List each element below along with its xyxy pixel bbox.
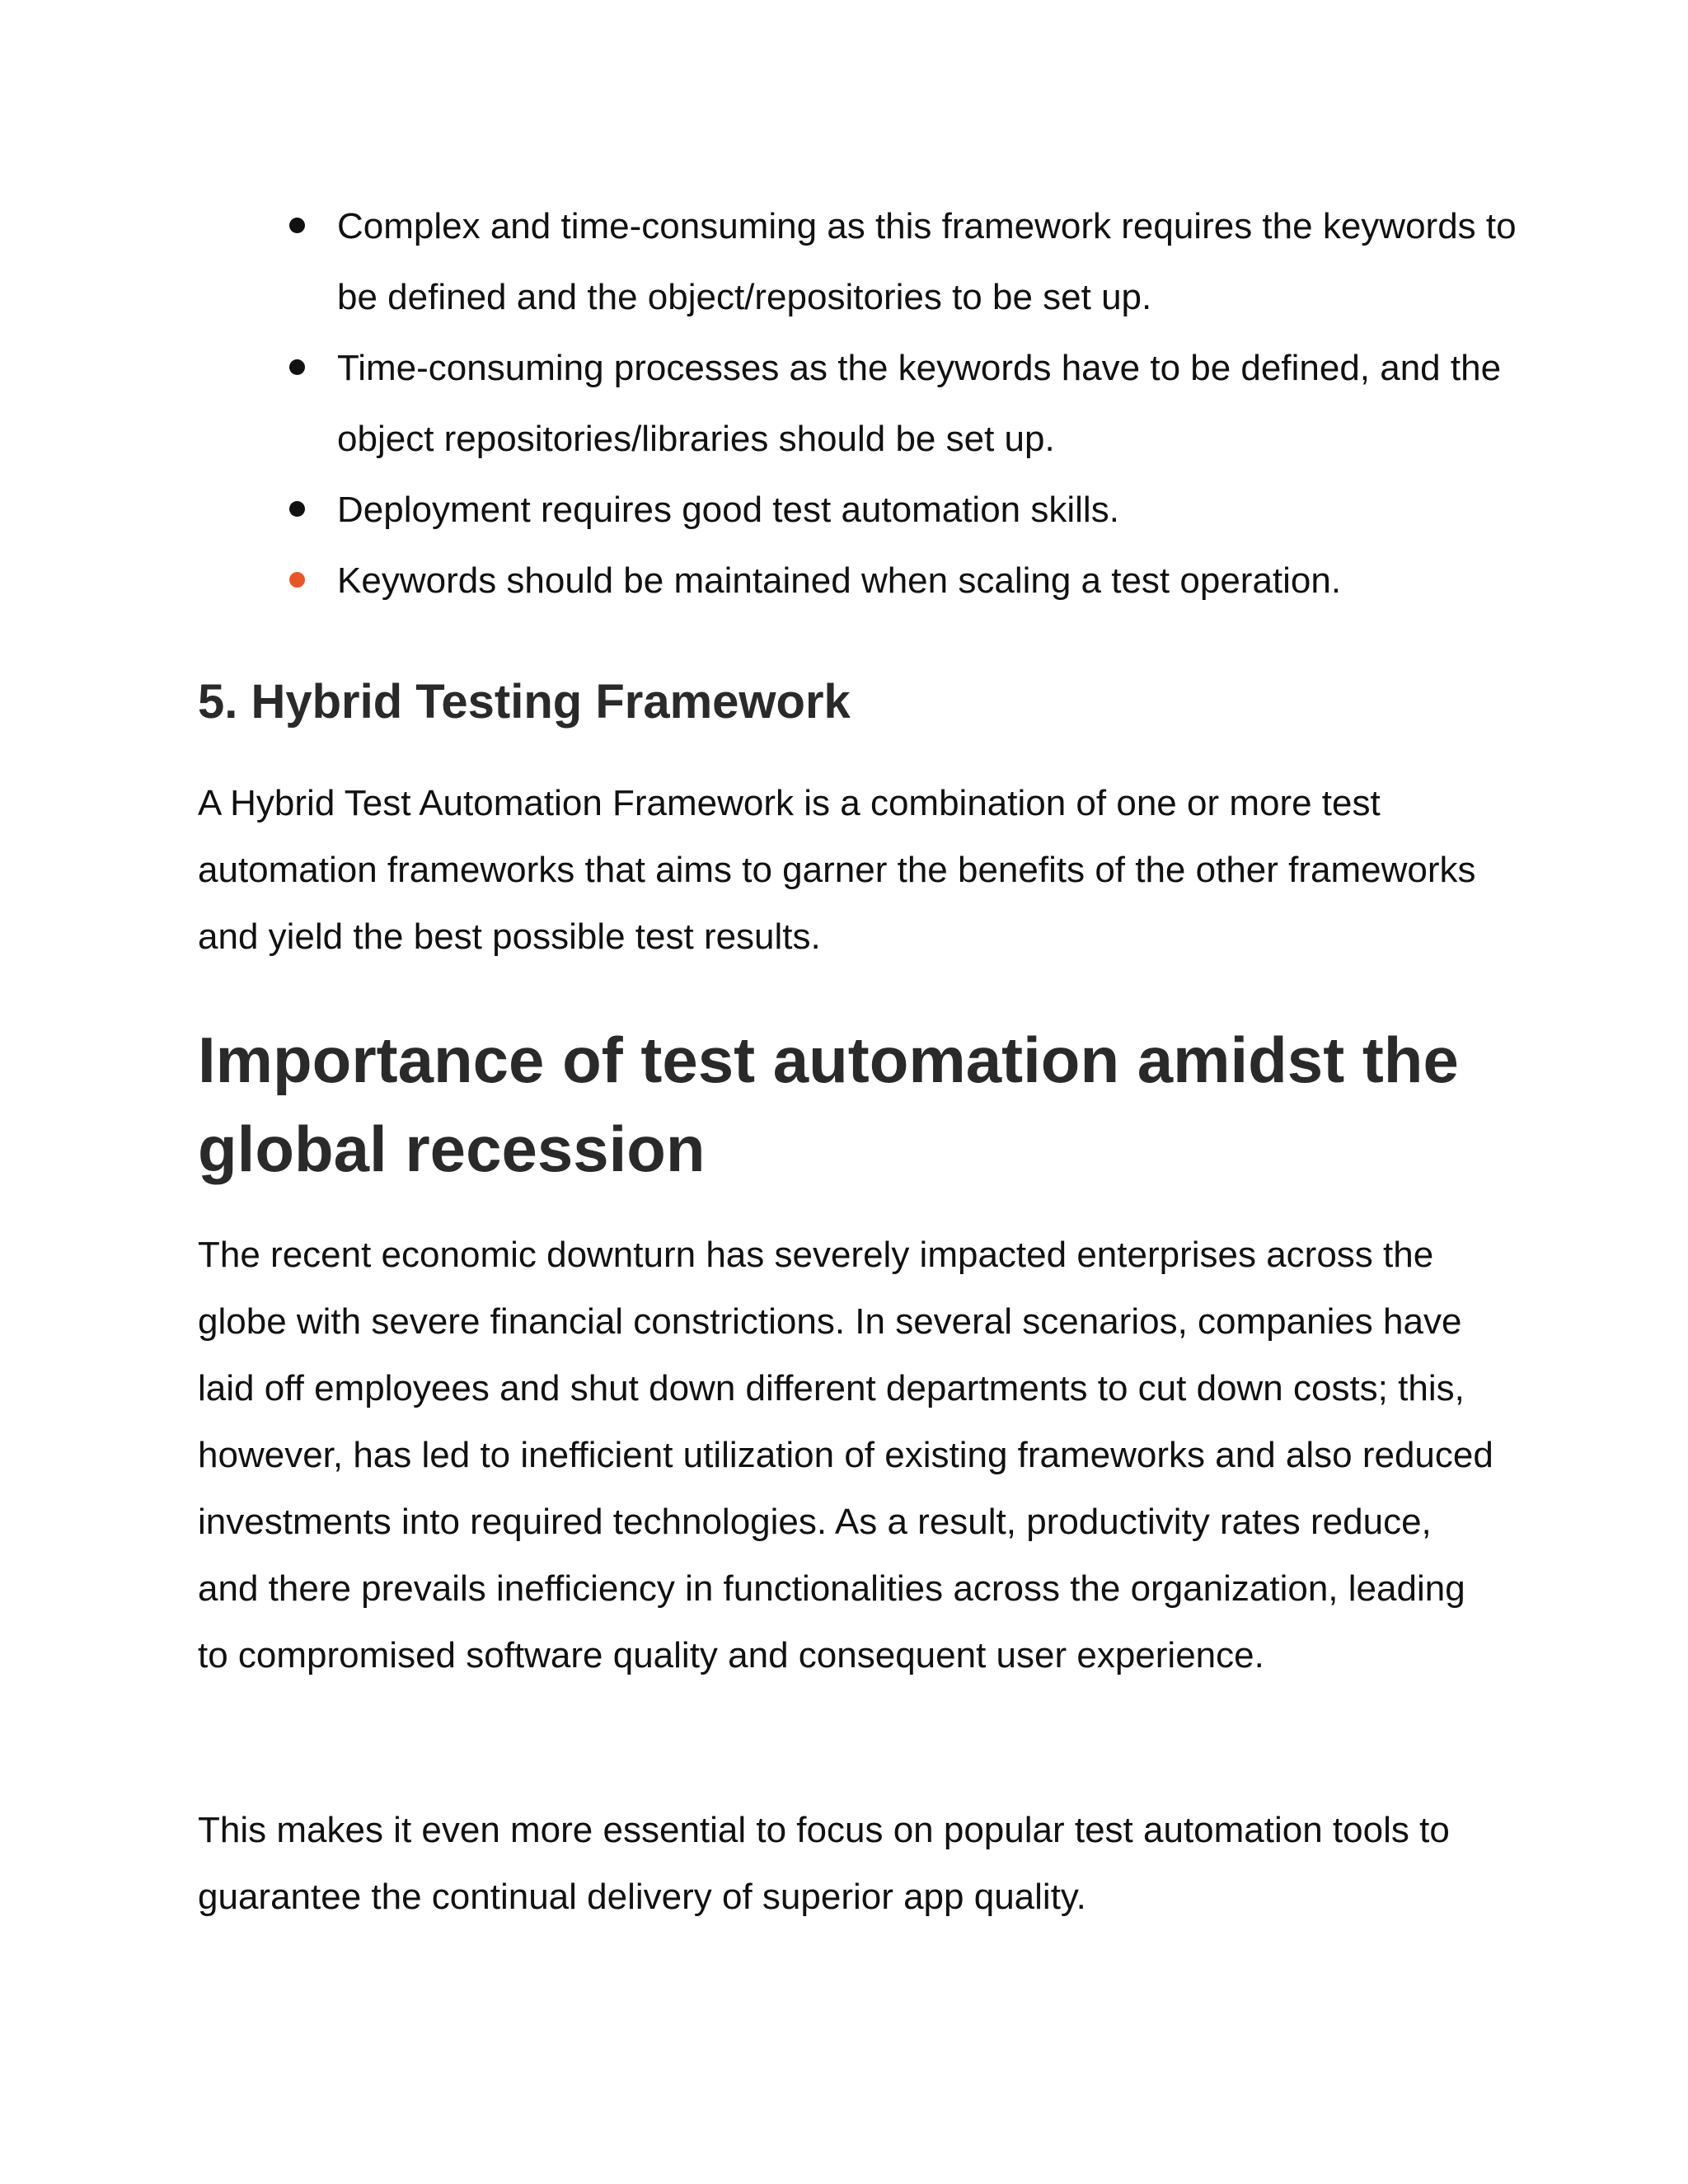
- bullet-icon: [289, 572, 305, 588]
- importance-paragraph-1: The recent economic downturn has severely impacted enterprises across the globe with severe financial constrictions. In several scenarios, companies have laid off employees and shut down different departments to cut down costs; this, however, has led to inefficient utilization of existing frameworks and also reduced investments into required technologies. As a result, productivity rates reduce, and there prevails inefficiency in functionalities across the organization, leading to compromised software quality and consequent user experience.: [198, 1235, 1493, 1675]
- importance-paragraph-2: This makes it even more essential to focus on popular test automation tools to guarantee the continual delivery of superior app quality.: [198, 1810, 1450, 1917]
- page-heading-importance: Importance of test automation amidst the global recession: [198, 1024, 1459, 1185]
- bullet-icon: [289, 359, 305, 375]
- list-item-text: Time-consuming processes as the keywords have to be defined, and the object repositories/libraries should be set up.: [337, 348, 1502, 459]
- list-item: [289, 546, 1526, 616]
- list-item-text: Complex and time-consuming as this framework requires the keywords to be defined and the object/repositories to be set up.: [337, 206, 1517, 317]
- list-item-text: Keywords should be maintained when scaling a test operation.: [337, 560, 1342, 601]
- list-item: [289, 475, 1526, 546]
- bullet-icon: [289, 218, 305, 233]
- list-item: [289, 191, 1526, 333]
- list-item-text: Deployment requires good test automation skills.: [337, 490, 1119, 530]
- list-item: [289, 333, 1526, 475]
- hybrid-paragraph: A Hybrid Test Automation Framework is a combination of one or more test automation frameworks that aims to garner the benefits of the other frameworks and yield the best possible test results.: [198, 783, 1476, 957]
- disadvantages-list: [289, 191, 1526, 616]
- bullet-icon: [289, 501, 305, 517]
- section-heading-hybrid: 5. Hybrid Testing Framework: [198, 675, 851, 729]
